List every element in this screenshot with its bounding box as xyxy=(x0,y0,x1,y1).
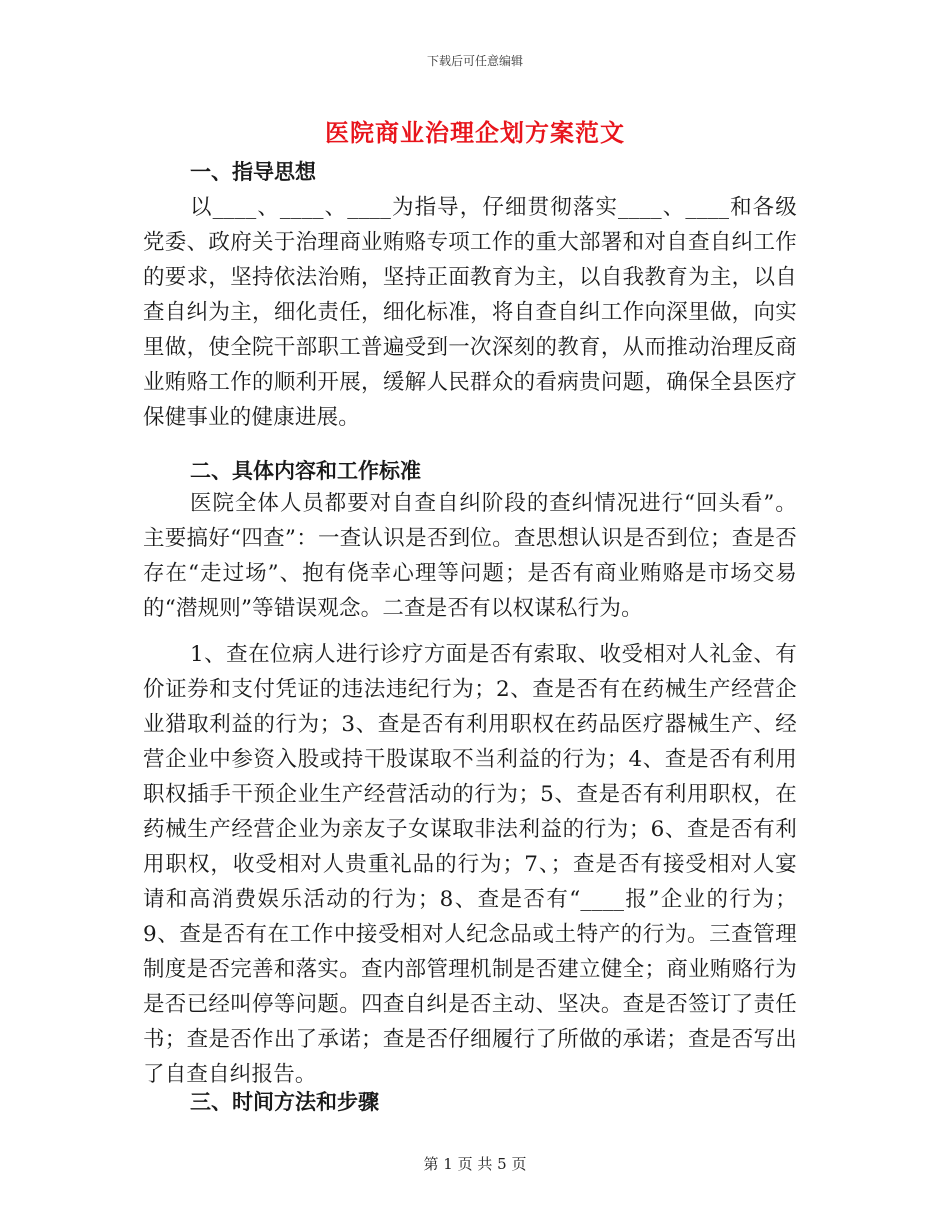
page-header-note: 下载后可任意编辑 xyxy=(426,54,523,68)
paragraph-check-items: 1、查在位病人进行诊疗方面是否有索取、收受相对人礼金、有价证券和支付凭证的违法违纪行为；2、查是否有在药械生产经营企业猎取利益的行为；3、查是否有利用职权在药品医疗器械生产、经营企业中参资入股或持干股谋取不当利益的行为；4、查是否有利用职权插手干预企业生产经营活动的行为；5、查是否有利用职权，在药械生产经营企业为亲友子女谋取非法利益的行为；6、查是否有利用职权，收受相对人贵重礼品的行为；7、；查是否有接受相对人宴请和高消费娱乐活动的行为；8、查是否有“____报”企业的行为；9、查是否有在工作中接受相对人纪念品或土特产的行为。三查管理制度是否完善和落实。查内部管理机制是否建立健全；商业贿赂行为是否已经叫停等问题。四查自纠是否主动、坚决。查是否签订了责任书；查是否作出了承诺；查是否仔细履行了所做的承诺；查是否写出了自查自纠报告。 xyxy=(143,642,797,1087)
paragraph-content-overview: 医院全体人员都要对自查自纠阶段的查纠情况进行“回头看”。主要搞好“四查”：一查认识是否到位。查思想认识是否到位；查是否存在“走过场”、抱有侥幸心理等问题；是否有商业贿赂是市场交易的“潜规则”等错误观念。二查是否有以权谋私行为。 xyxy=(143,491,797,621)
section-heading-content-standards: 二、具体内容和工作标准 xyxy=(190,458,421,483)
document-title: 医院商业治理企划方案范文 xyxy=(325,118,625,147)
paragraph-guiding-ideology: 以____、____、____为指导，仔细贯彻落实____、____和各级党委、政府关于治理商业贿赂专项工作的重大部署和对自查自纠工作的要求，坚持依法治贿，坚持正面教育为主，以自我教育为主，以自查自纠为主，细化责任，细化标准，将自查自纠工作向深里做，向实里做，使全院干部职工普遍受到一次深刻的教育，从而推动治理反商业贿赂工作的顺利开展，缓解人民群众的看病贵问题，确保全县医疗保健事业的健康进展。 xyxy=(143,195,797,430)
section-heading-guiding-ideology: 一、指导思想 xyxy=(190,159,316,184)
section-heading-time-methods: 三、时间方法和步骤 xyxy=(190,1089,379,1114)
page-footer-number: 第 1 页 共 5 页 xyxy=(423,1155,527,1173)
